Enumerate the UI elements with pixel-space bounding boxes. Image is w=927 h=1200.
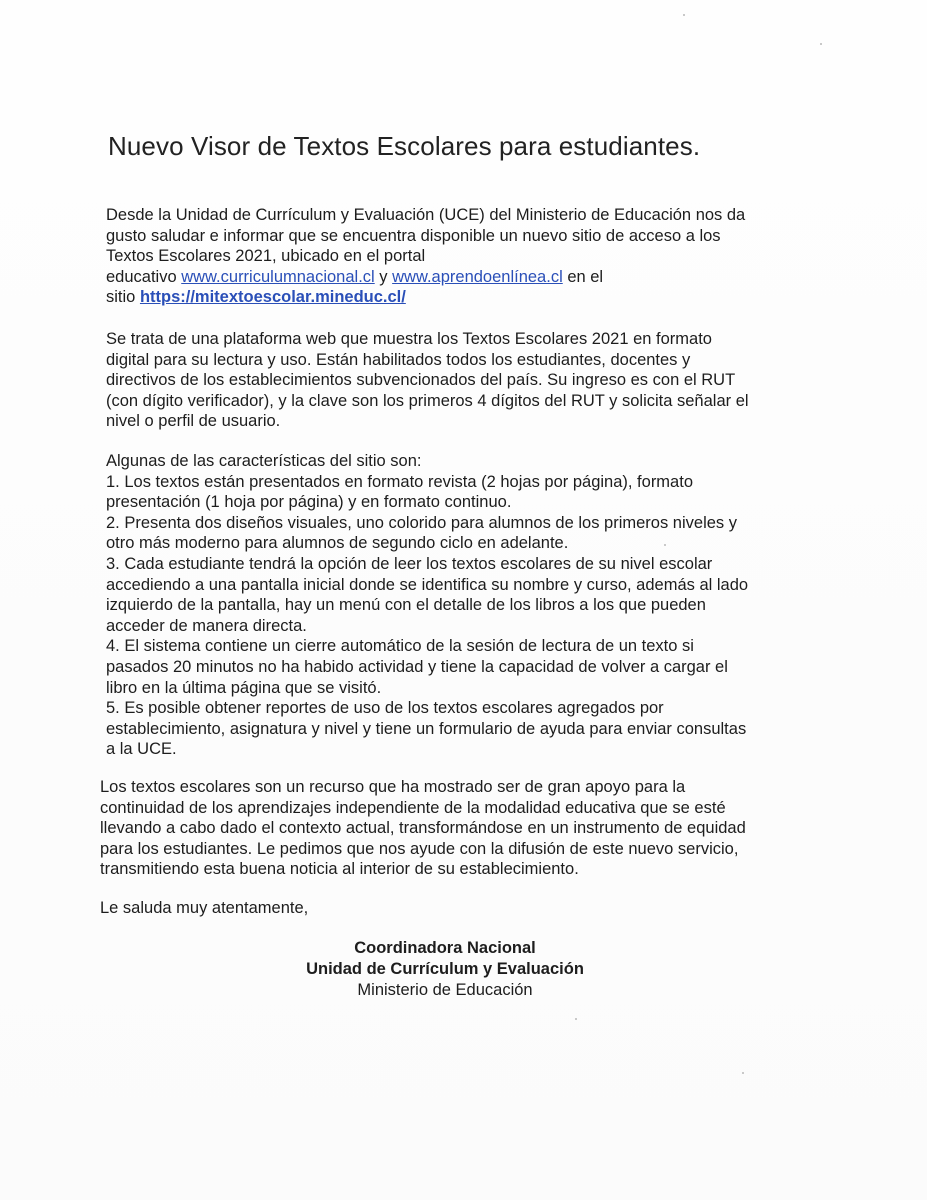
feature-line: 2. Presenta dos diseños visuales, uno colorido para alumnos de los primeros niveles y bbox=[106, 513, 738, 532]
scan-speck bbox=[683, 14, 685, 16]
aprendoenlinea-link[interactable]: www.aprendoenlínea.cl bbox=[392, 267, 563, 286]
scan-speck bbox=[664, 544, 666, 546]
intro-paragraph bbox=[106, 205, 806, 308]
closing-salutation: Le saluda muy atentamente, bbox=[100, 899, 309, 917]
intro-line-5-prefix: sitio bbox=[106, 288, 140, 307]
features-heading: Algunas de las características del sitio son: bbox=[106, 452, 422, 470]
conclusion-line: Los textos escolares son un recurso que ha mostrado ser de gran apoyo para la bbox=[100, 778, 686, 796]
signature-role: Coordinadora Nacional bbox=[354, 939, 536, 957]
feature-line: libro en la última página que se visitó. bbox=[106, 678, 382, 697]
conclusion-line: para los estudiantes. Le pedimos que nos ayude con la difusión de este nuevo servicio, bbox=[100, 839, 739, 858]
signature-block bbox=[230, 938, 660, 1001]
feature-line: 3. Cada estudiante tendrá la opción de leer los textos escolares de su nivel escolar bbox=[106, 554, 713, 573]
feature-line: 5. Es posible obtener reportes de uso de los textos escolares agregados por bbox=[106, 699, 664, 718]
platform-line: directivos de los establecimientos subvencionados del país. Su ingreso es con el RUT bbox=[106, 371, 736, 390]
feature-line: 1. Los textos están presentados en formato revista (2 hojas por página), formato bbox=[106, 472, 693, 491]
letter-title: Nuevo Visor de Textos Escolares para estudiantes. bbox=[108, 131, 701, 161]
scan-speck bbox=[575, 1018, 577, 1020]
intro-line-4-mid: y bbox=[374, 267, 393, 286]
intro-line-1: Desde la Unidad de Currículum y Evaluación (UCE) del Ministerio de Educación nos da bbox=[106, 206, 746, 224]
mitextoescolar-link[interactable]: https://mitextoescolar.mineduc.cl/ bbox=[139, 288, 406, 307]
feature-line: otro más moderno para alumnos de segundo ciclo en adelante. bbox=[106, 534, 569, 553]
feature-line: presentación (1 hoja por página) y en formato continuo. bbox=[106, 493, 512, 512]
platform-line: Se trata de una plataforma web que muestra los Textos Escolares 2021 en formato bbox=[106, 330, 712, 348]
intro-line-5 bbox=[106, 287, 806, 308]
conclusion-line: continuidad de los aprendizajes independiente de la modalidad educativa que se esté bbox=[100, 798, 726, 817]
feature-line: a la UCE. bbox=[106, 740, 177, 759]
feature-line: 4. El sistema contiene un cierre automático de la sesión de lectura de un texto si bbox=[106, 637, 694, 656]
platform-line: nivel o perfil de usuario. bbox=[106, 412, 281, 431]
conclusion-line: llevando a cabo dado el contexto actual, transformándose en un instrumento de equidad bbox=[100, 819, 746, 838]
intro-line-4-suffix: en el bbox=[562, 267, 604, 286]
intro-line-3: Textos Escolares 2021, ubicado en el portal bbox=[106, 247, 426, 266]
feature-line: acceder de manera directa. bbox=[106, 616, 307, 635]
signature-unit: Unidad de Currículum y Evaluación bbox=[306, 960, 584, 978]
feature-line: pasados 20 minutos no ha habido actividad y tiene la capacidad de volver a cargar el bbox=[106, 657, 728, 676]
platform-line: digital para su lectura y uso. Están habilitados todos los estudiantes, docentes y bbox=[106, 350, 691, 369]
platform-line: (con dígito verificador), y la clave son los primeros 4 dígitos del RUT y solicita señalar el bbox=[106, 391, 749, 410]
signature-ministry: Ministerio de Educación bbox=[357, 981, 533, 999]
feature-line: accediendo a una pantalla inicial donde se identifica su nombre y curso, además al lado bbox=[106, 575, 749, 594]
feature-line: izquierdo de la pantalla, hay un menú con el detalle de los libros a los que pueden bbox=[106, 596, 706, 615]
features-list bbox=[106, 451, 806, 760]
scan-speck bbox=[742, 1072, 744, 1074]
intro-line-4 bbox=[106, 267, 806, 288]
curriculumnacional-link[interactable]: www.curriculumnacional.cl bbox=[181, 267, 375, 286]
intro-line-2: gusto saludar e informar que se encuentra disponible un nuevo sitio de acceso a los bbox=[106, 226, 721, 245]
platform-paragraph bbox=[106, 329, 811, 432]
conclusion-line: transmitiendo esta buena noticia al interior de su establecimiento. bbox=[100, 860, 579, 879]
scan-speck bbox=[820, 43, 822, 45]
intro-line-4-prefix: educativo bbox=[106, 267, 182, 286]
feature-line: establecimiento, asignatura y nivel y tiene un formulario de ayuda para enviar consultas bbox=[106, 719, 747, 738]
conclusion-paragraph bbox=[100, 777, 810, 880]
